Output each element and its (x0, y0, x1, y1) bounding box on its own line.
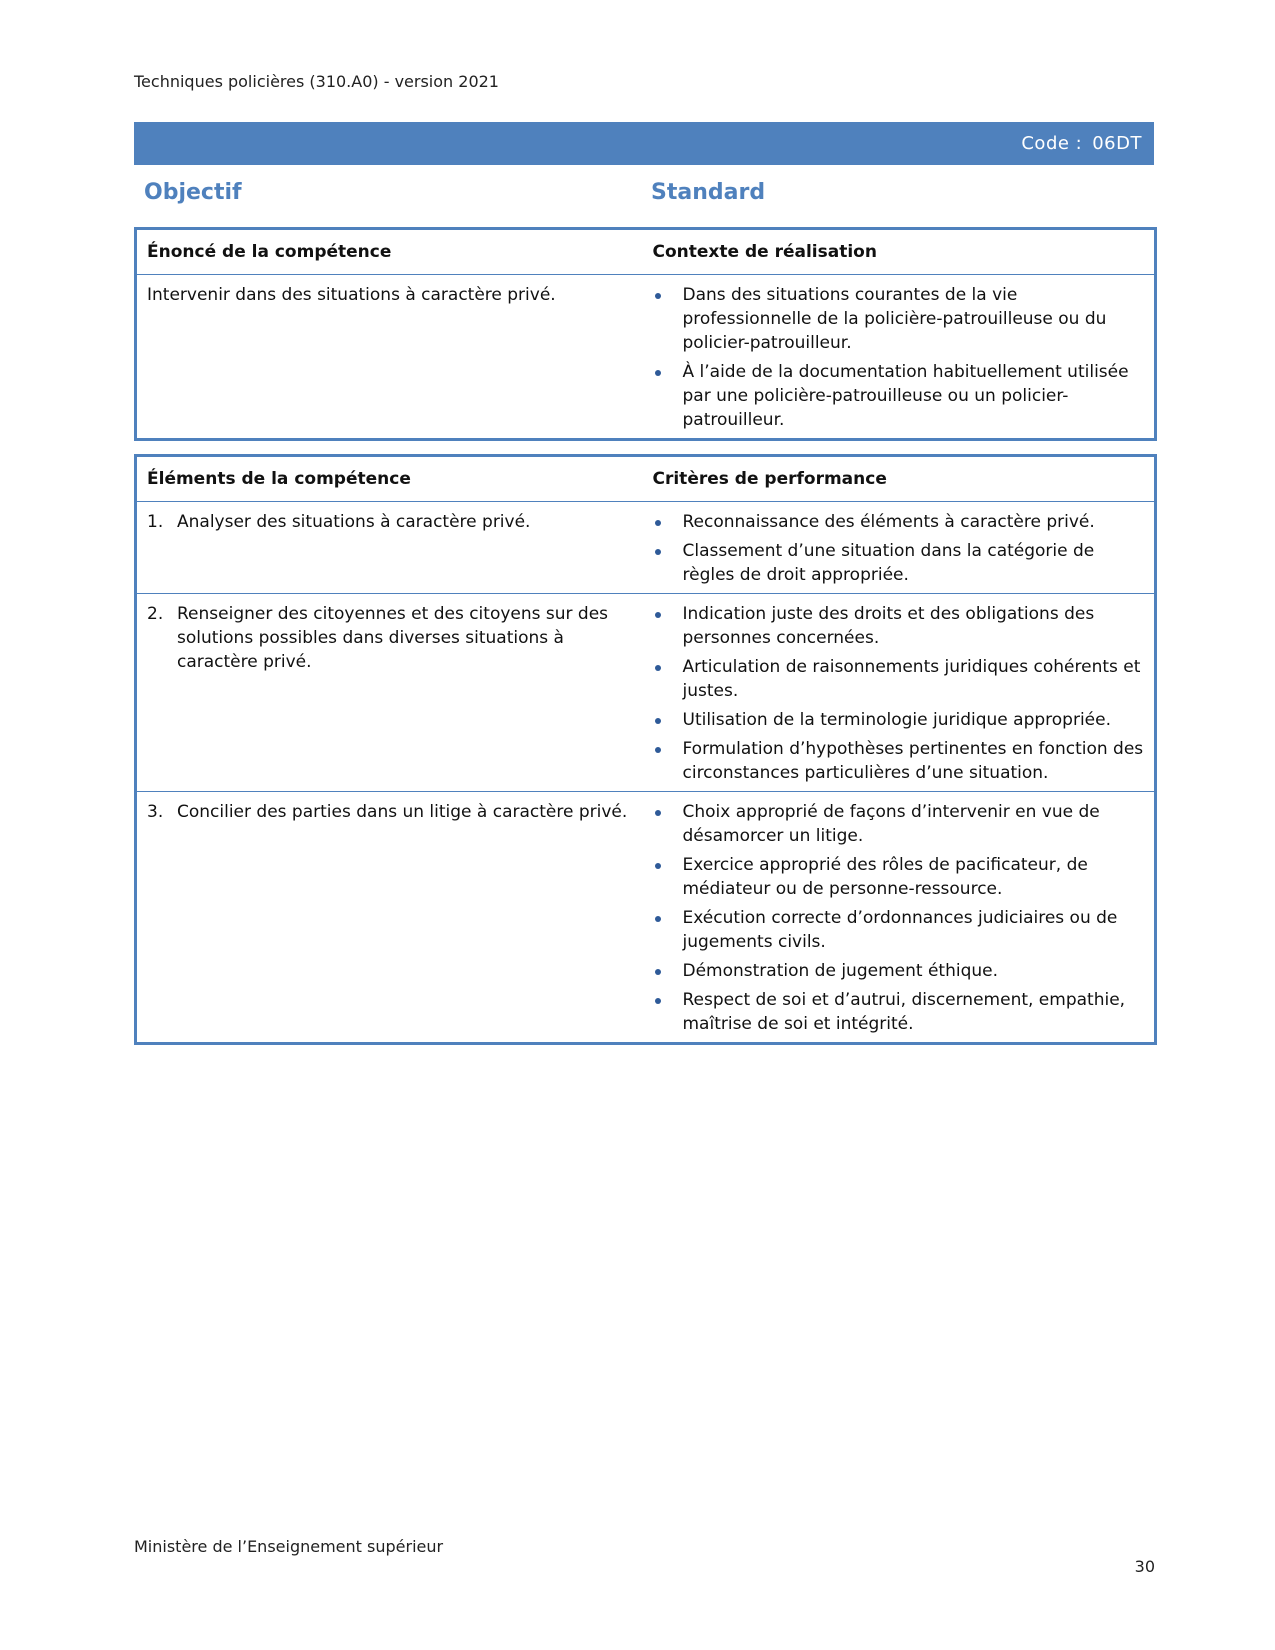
element-cell (136, 502, 643, 594)
bullet-item (653, 853, 1145, 901)
context-list (653, 283, 1145, 432)
bullet-text: Exécution correcte d’ordonnances judiciaires ou de jugements civils. (682, 908, 1118, 952)
bullet-text: Exercice approprié des rôles de pacificateur, de médiateur ou de personne-ressource. (682, 855, 1088, 899)
standard-heading: Standard (651, 180, 766, 205)
bullet-icon (655, 612, 661, 618)
statement-table (134, 227, 1157, 441)
bullet-item (653, 737, 1145, 785)
bullet-item (653, 959, 1145, 983)
bullet-text: Utilisation de la terminologie juridique appropriée. (682, 710, 1111, 730)
table-row (136, 594, 1156, 792)
competency-statement: Intervenir dans des situations à caractère privé. (147, 285, 556, 305)
bullet-text: Dans des situations courantes de la vie professionnelle de la policière-patrouilleuse ou du policier-patrouilleur. (682, 285, 1107, 353)
code-bar (134, 122, 1154, 165)
bullet-item (653, 510, 1145, 534)
bullet-item (653, 539, 1145, 587)
bullet-icon (655, 665, 661, 671)
bullet-text: Articulation de raisonnements juridiques cohérents et justes. (682, 657, 1141, 701)
bullet-item (653, 988, 1145, 1036)
bullet-icon (655, 520, 661, 526)
table-row (136, 502, 1156, 594)
bullet-text: Démonstration de jugement éthique. (682, 961, 998, 981)
element-text: Concilier des parties dans un litige à caractère privé. (177, 802, 628, 822)
competency-code (1021, 133, 1142, 154)
bullet-item (653, 655, 1145, 703)
element-text: Renseigner des citoyennes et des citoyens sur des solutions possibles dans diverses situations à caractère privé. (177, 604, 609, 672)
element-number: 1. (147, 512, 164, 532)
context-header: Contexte de réalisation (643, 229, 1156, 275)
bullet-item (653, 800, 1145, 848)
statement-header: Énoncé de la compétence (136, 229, 643, 275)
bullet-icon (655, 969, 661, 975)
bullet-icon (655, 747, 661, 753)
bullet-text: Respect de soi et d’autrui, discernement, empathie, maîtrise de soi et intégrité. (682, 990, 1126, 1034)
bullet-item (653, 708, 1145, 732)
bullet-icon (655, 810, 661, 816)
criteria-cell (643, 502, 1156, 594)
bullet-icon (655, 293, 661, 299)
running-header: Techniques policières (310.A0) - version 2021 (134, 72, 499, 91)
bullet-item (653, 283, 1145, 355)
bullet-icon (655, 718, 661, 724)
page-number: 30 (1134, 1557, 1155, 1576)
criteria-cell (643, 594, 1156, 792)
element-cell (136, 594, 643, 792)
elements-table (134, 454, 1157, 1045)
bullet-icon (655, 916, 661, 922)
code-label: Code : (1021, 133, 1083, 154)
section-titles (134, 180, 1154, 210)
bullet-text: Classement d’une situation dans la catégorie de règles de droit appropriée. (682, 541, 1095, 585)
criteria-list (653, 800, 1145, 1036)
criteria-list (653, 602, 1145, 785)
element-cell (136, 792, 643, 1044)
criteria-cell (643, 792, 1156, 1044)
element-text: Analyser des situations à caractère privé. (177, 512, 531, 532)
bullet-icon (655, 549, 661, 555)
bullet-item (653, 360, 1145, 432)
table-row (136, 792, 1156, 1044)
context-cell (643, 275, 1156, 440)
objective-heading: Objectif (144, 180, 242, 205)
criteria-list (653, 510, 1145, 587)
bullet-text: Reconnaissance des éléments à caractère privé. (682, 512, 1095, 532)
footer-ministry: Ministère de l’Enseignement supérieur (134, 1537, 444, 1556)
criteria-header: Critères de performance (643, 456, 1156, 502)
element-number: 3. (147, 802, 164, 822)
bullet-item (653, 906, 1145, 954)
bullet-item (653, 602, 1145, 650)
code-value: 06DT (1092, 133, 1142, 154)
bullet-text: Indication juste des droits et des obligations des personnes concernées. (682, 604, 1095, 648)
elements-header: Éléments de la compétence (136, 456, 643, 502)
bullet-icon (655, 863, 661, 869)
element-number: 2. (147, 604, 164, 624)
bullet-text: Choix approprié de façons d’intervenir en vue de désamorcer un litige. (682, 802, 1100, 846)
bullet-text: À l’aide de la documentation habituellement utilisée par une policière-patrouilleuse ou un policier-patrouilleur. (682, 362, 1129, 430)
bullet-text: Formulation d’hypothèses pertinentes en fonction des circonstances particulières d’une situation. (682, 739, 1144, 783)
bullet-icon (655, 998, 661, 1004)
bullet-icon (655, 370, 661, 376)
